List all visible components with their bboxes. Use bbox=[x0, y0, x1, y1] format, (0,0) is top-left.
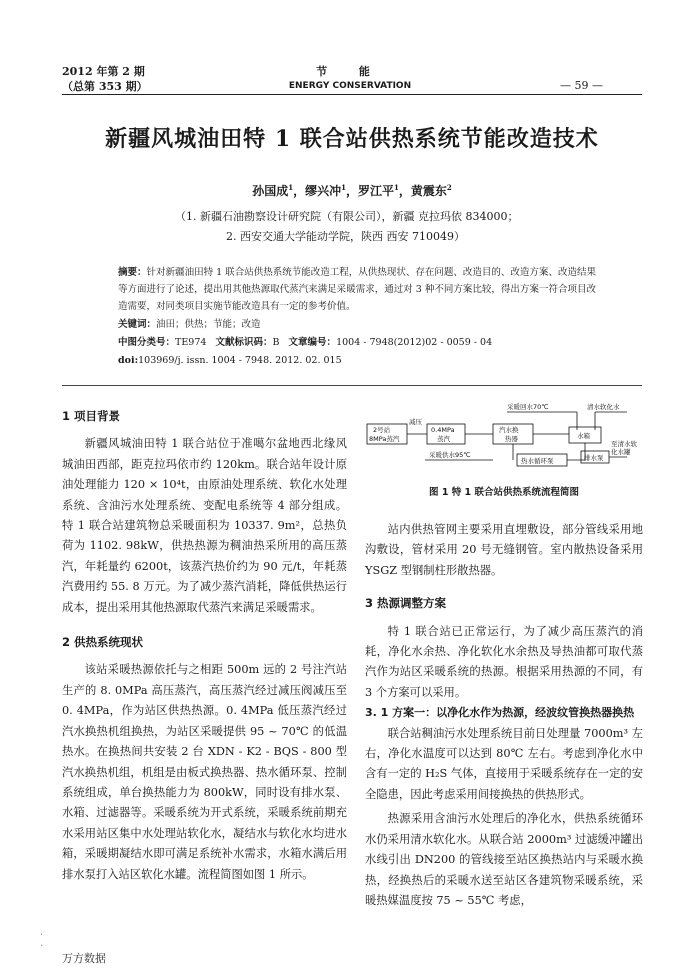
paragraph: 热源采用含油污水处理后的净化水，供热系统循环水仍采用清水软化水。从联合站 2000m³ 过滤缓冲罐出水线引出 DN200 的管线接至站区换热站内与采暖水换热，经换热后的采暖水送至站区各建筑物采暖系统，采暖热媒温度按 75 ~ 55℃ 考虑， bbox=[365, 812, 643, 907]
abstract bbox=[118, 264, 596, 315]
abstract-text: 针对新疆油田特 1 联合站供热系统节能改造工程，从供热现状、存在问题、改造目的、改造方案、改造结果等方面进行了论述，提出用其他热源取代蒸汽来满足采暖需求，通过对 3 种不同方案比较，得出方案一符合项目改造需要，对同类项目实施节能改造具有一定的参考价值。 bbox=[118, 267, 596, 312]
svg-text:化水罐: 化水罐 bbox=[611, 448, 631, 456]
label-soft-water: 清水软化水 bbox=[587, 403, 620, 411]
left-column bbox=[62, 400, 347, 885]
author-list: 孙国成$^1$，缪兴冲$^1$，罗江平$^1$，黄震东$^2$ bbox=[252, 183, 452, 198]
svg-text:热器: 热器 bbox=[505, 435, 518, 443]
section-heading: 3 热源调整方案 bbox=[365, 596, 447, 611]
label-pressure-reduce: 减压 bbox=[409, 418, 422, 426]
abstract-label: 摘要： bbox=[118, 267, 147, 278]
svg-text:汽水换: 汽水换 bbox=[499, 426, 519, 434]
classification: 中图分类号：TE974 文献标识码：B 文章编号：1004 - 7948(2012)02 - 0059 - 04 bbox=[118, 337, 493, 348]
paragraph: 站内供热管网主要采用直埋敷设，部分管线采用地沟敷设，管材采用 20 号无缝钢管。室内散热设备采用 YSGZ 型钢制柱形散热器。 bbox=[365, 523, 643, 577]
issue-number: 2012 年第 2 期 bbox=[62, 65, 145, 78]
author-name: 黄震东 bbox=[410, 184, 447, 198]
section-heading: 2 供热系统现状 bbox=[62, 635, 144, 650]
margin-dots: · · bbox=[40, 930, 44, 952]
subsection-heading: 3. 1 方案一：以净化水作为热源，经波纹管换热器换热 bbox=[365, 706, 635, 720]
affiliation-2: 2. 西安交通大学能动学院，陕西 西安 710049） bbox=[226, 230, 465, 243]
paragraph: 新疆风城油田特 1 联合站位于准噶尔盆地西北缘风城油田西部，距克拉玛依市约 120km。联合站年设计原油处理能力 120 × 10⁴t，由原油处理系统、软化水处理系统、含油污水处理系统、变配电系统等 4 部分组成。特 1 联合站建筑物总采暖面积为 10337. 9m²，总热负荷为 1102. 98kW，供热热源为稠油热采所用的高压蒸汽，年耗量约 6200t，该蒸汽热价约为 90 元/t，年耗蒸汽费用约 55. 8 万元。为了减少蒸汽消耗，降低供热运行成本，提出采用其他热源取代蒸汽来满足采暖需求。 bbox=[62, 437, 347, 614]
doi: doi:103969/j. issn. 1004 - 7948. 2012. 02. 015 bbox=[118, 355, 342, 366]
right-column bbox=[365, 520, 643, 911]
steam-source-label: 2号站 bbox=[373, 426, 391, 434]
issue-info bbox=[62, 64, 148, 94]
svg-text:8MPa蒸汽: 8MPa蒸汽 bbox=[369, 435, 400, 443]
circ-pump-label: 热水循环泵 bbox=[521, 457, 554, 465]
section-heading: 1 项目背景 bbox=[62, 409, 121, 423]
figure-caption: 图 1 特 1 联合站供热系统流程简图 bbox=[429, 487, 579, 498]
page-number: — 59 — bbox=[560, 79, 603, 92]
tank-label: 水箱 bbox=[577, 432, 590, 440]
author-name: 缪兴冲 bbox=[305, 184, 342, 198]
affiliation-1: （1. 新疆石油勘察设计研究院（有限公司），新疆 克拉玛依 834000； bbox=[175, 210, 519, 223]
journal-title-en: ENERGY CONSERVATION bbox=[288, 81, 412, 91]
watermark: 万方数据 bbox=[62, 952, 106, 965]
keywords: 关键词：油田；供热；节能；改造 bbox=[118, 319, 261, 330]
author-name: 罗江平 bbox=[358, 184, 395, 198]
total-issue: （总第 353 期） bbox=[62, 80, 148, 93]
article-title: 新疆风城油田特 1 联合站供热系统节能改造技术 bbox=[105, 126, 599, 152]
author-name: 孙国成 bbox=[252, 184, 289, 198]
paragraph: 该站采暖热源依托与之相距 500m 远的 2 号注汽站生产的 8. 0MPa 高压蒸汽，高压蒸汽经过减压阀减压至 0. 4MPa，作为站区供热热源。0. 4MPa 低压蒸汽经过汽水换热机组换热，为站区采暖提供 95 ~ 70℃ 的低温热水。在换热间共安装 2 台 XDN - K2 - BQS - 800 型汽水换热机组，机组是由板式换热器、热水循环泵、控制系统组成，单台换热能力为 800kW，同时设有排水泵、水箱、过滤器等。采暖系统为开式系统，采暖系统前期充水采用站区集中水处理站软化水，凝结水与软化水均进水箱，采暖期凝结水即可满足系统补水需求，水箱水满后用排水泵打入站区软化水罐。流程简图如图 1 所示。 bbox=[62, 663, 347, 881]
label-to-tank: 至清水软 bbox=[611, 440, 637, 448]
svg-text:蒸汽: 蒸汽 bbox=[437, 435, 450, 443]
journal-title-cn: 节 能 bbox=[316, 65, 384, 78]
header-rule bbox=[62, 94, 642, 95]
paragraph: 特 1 联合站已正常运行，为了减少高压蒸汽的消耗，净化水余热、净化软化水余热及导热油都可取代蒸汽作为站区采暖系统的热源。根据采用热源的不同，有 3 个方案可以采用。 bbox=[365, 624, 643, 699]
paragraph: 联合站稠油污水处理系统目前日处理量 7000m³ 左右，净化水温度可以达到 80℃ 左右。考虑到净化水中含有一定的 H₂S 气体，直接用于采暖系统存在一定的安全隐患，因此考虑采用间接换热的供热形式。 bbox=[365, 726, 643, 801]
label-supply: 采暖供水95℃ bbox=[429, 451, 471, 459]
svg-text:0.4MPa: 0.4MPa bbox=[431, 426, 455, 434]
flow-diagram bbox=[365, 400, 645, 486]
abstract-rule bbox=[62, 385, 642, 386]
label-return: 采暖回水70℃ bbox=[507, 403, 549, 411]
journal-name bbox=[250, 64, 450, 94]
drain-pump-label: 排水泵 bbox=[584, 454, 604, 462]
